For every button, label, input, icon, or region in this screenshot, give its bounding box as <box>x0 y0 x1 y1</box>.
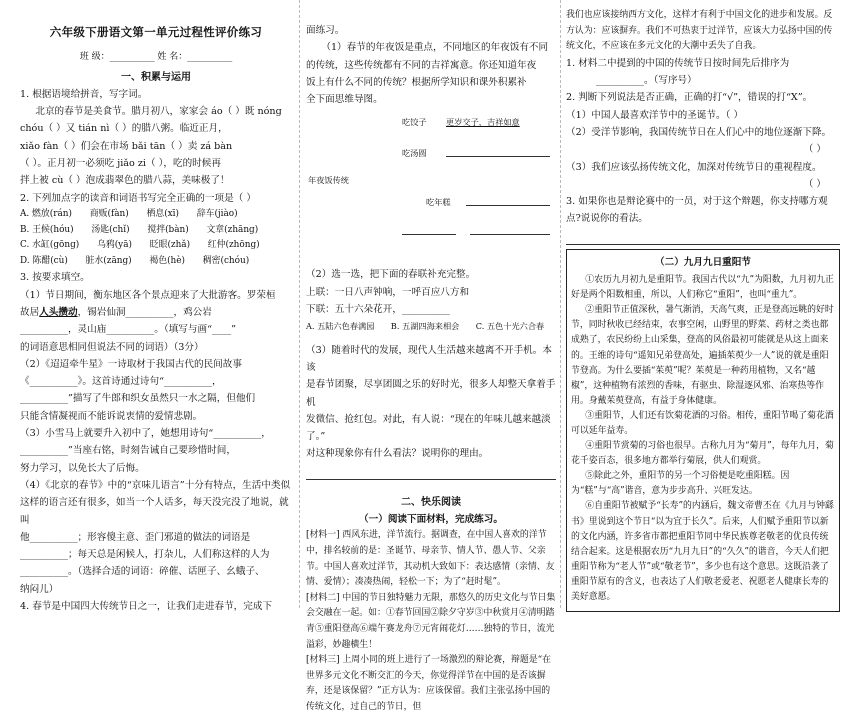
option-c: C. 水缸(gōng) 乌鸦(yā) 眨眼(zhǎ) 红仲(zhōng) <box>20 240 260 251</box>
question-text: xiǎo fàn（ ）们会在市场 bǎi tān（ ）卖 zá bàn <box>20 140 233 152</box>
passage-paragraph: ③重阳节，人们还有饮菊花酒的习俗。相传，重阳节喝了菊花酒可以延年益寿。 <box>571 410 834 436</box>
question-text: __________。（选择合适的词语：碎催、话匣子、幺蛾子、 <box>20 566 265 578</box>
answer-line <box>402 234 456 235</box>
question-text: 是春节团聚，尽享团圆之乐的好时光，很多人却整天拿着手机 <box>306 379 556 408</box>
reading-passage <box>566 249 840 612</box>
question: 1. 根据语境给拼音，写字词。 <box>20 88 148 100</box>
subsection-heading: （一）阅读下面材料，完成练习。 <box>359 514 503 526</box>
answer-line <box>470 234 550 235</box>
question-text: 他__________；形容傻主意、歪门邪道的做法的词语是 <box>20 531 251 543</box>
question-text: （1）节日期间，衡东地区各个景点迎来了大批游客。罗荣桓 <box>20 289 276 301</box>
question: 1. 材料二中提到的中国的传统节日按时间先后排序为 <box>566 57 790 69</box>
question-text: （2）受洋节影响，我国传统节日在人们心中的地位逐渐下降。 <box>566 126 832 138</box>
answer-line <box>306 463 556 480</box>
material-3-continued: 我们也应该接纳西方文化，这样才有利于中国文化的进步和发展。反方认为：应该摒弃。我们不可热衷于过洋节，应该大力弘扬中国的传统文化，不应该在多元文化的大潮中丢失了自我。 <box>566 10 833 52</box>
question-text: 这样的语言还有很多，如当一个人话多，每天没完没了地说，就叫 <box>20 497 289 526</box>
mind-map-answer: 更岁交子，吉祥如意 <box>446 117 520 128</box>
question-text: 努力学习，以免长大了后悔。 <box>20 462 145 474</box>
question-text: （3）我们应该弘扬传统文化，加深对传统节日的重视程度。 <box>566 161 822 173</box>
question-text: 纳闷儿） <box>20 583 59 595</box>
question-text: 上联：一日八声钟响，一呼百应八方和 <box>306 286 470 298</box>
question-text: 点?说说你的看法。 <box>566 213 648 225</box>
answer-bracket: （ ） <box>803 144 826 156</box>
question-text: __________；每天总是闲候人，打杂儿，人们称这样的人为 <box>20 549 270 561</box>
underlined-phrase: 人头攒动 <box>39 306 78 318</box>
answer-line <box>446 156 550 157</box>
question-text: （3）小雪马上就要升入初中了，她想用诗句“__________， <box>20 428 271 440</box>
passage-paragraph: ⑤除此之外，重阳节的另一个习俗便是吃重阳糕。因为“糕”与“高”谐音，意为步步高升、兴旺发达。 <box>571 471 790 497</box>
question: 3. 如果你也是辩论赛中的一员，对于这个辩题，你支持哪方观 <box>566 196 828 208</box>
question-text: 面练习。 <box>306 25 345 36</box>
question: 2. 判断下列说法是否正确，正确的打“√”，错误的打“X”。 <box>566 92 813 104</box>
question: 2. 下列加点字的读音和词语书写完全正确的一项是（ ） <box>20 192 256 204</box>
question-text: （1）中国人最喜欢洋节中的圣诞节。（ ） <box>566 109 744 121</box>
question-text: 全下面思维导图。 <box>306 94 383 106</box>
question-text: 饭上有什么不同的传统？根据所学知识和课外积累补 <box>306 76 527 88</box>
passage-paragraph: ⑥自重阳节被赋予“长寿”的内涵后，魏文帝曹丕在《九月与钟繇书》里说到这个节日“以为宜于长久”。后来，人们赋予重阳节以新的文化内涵，许多省市都把重阳节同中华民族尊老敬老的优良传统结合起来。这是根据农历“九月九日”的“久久”的谐音，今天人们把重阳节称为“老人节”或“敬老节”，多少也有这个意思。这既沿袭了重阳节原有的含义，也表达了人们敬老爱老、祝愿老人健康长寿的美好意愿。 <box>571 501 834 603</box>
question-text: （2）选一选，把下面的春联补充完整。 <box>306 269 476 281</box>
page-title: 六年级下册语文第一单元过程性评价练习 <box>49 25 263 39</box>
section-heading: 一、积累与运用 <box>121 71 191 83</box>
column-divider <box>299 0 300 608</box>
question-text: chóu（ ）又 tián nì（ ）的腊八粥。临近正月， <box>20 123 228 135</box>
column-right <box>566 8 840 612</box>
question-text: 只能含情凝视而不能诉说衷情的爱情悲剧。 <box>20 410 203 422</box>
question-text: 《__________》。这首诗通过诗句“__________， <box>20 376 222 388</box>
question: 4. 春节是中国四大传统节日之一，让我们走进春节，完成下 <box>20 600 273 612</box>
option-b: B. 王候(hóu) 汤匙(chǐ) 搅拌(bàn) 文章(zhāng) <box>20 224 259 235</box>
question-text: __________。（写序号） <box>596 75 697 87</box>
student-info: 班 级：__________ 姓 名：__________ <box>79 52 233 63</box>
option-d: D. 陈醋(cù) 脏水(zāng) 褐色(hè) 稠密(chóu) <box>20 255 250 266</box>
material-1: [材料一] 西风东进，洋节流行。据调查，在中国人喜欢的洋节中，排名较前的是：圣诞节、母亲节、情人节、愚人节、父亲节。中国人喜欢过洋节，其动机大致如下：表达感情（亲情、友情、爱情）；凑凑热闹，轻松一下；为了“赶时髦”。 <box>306 530 555 588</box>
question-text: __________，灵山庙__________。（填写与画“____” <box>20 324 237 336</box>
section-heading: 二、快乐阅读 <box>401 496 461 508</box>
passage-paragraph: ②重阳节正值深秋，暑气渐消，天高气爽，正是登高远眺的好时节，同时秋收已经结束，农事空闲，山野里的野菜、药材之类也都成熟了，农民纷纷上山采集，登高的风俗最初可能就是从这上面来的。王维的诗句“遥知兄弟登高处，遍插茱萸少一人”说的就是重阳节登高。为什么要插“茱萸”呢？茱萸是一种药用植物，又名“越椒”，这种植物有浓烈的香味，有驱虫、除湿逐风邪、治寒热等作用。身戴茱萸登高，有益于身体健康。 <box>571 305 834 406</box>
answer-line <box>466 205 550 206</box>
question-text: 的词语意思相同但说法不同的词语）（3分） <box>20 341 204 353</box>
material-2: [材料二] 中国的节日独特魅力无限，那悠久的历史文化与节日集会交融在一起。如：①春节回国②除夕守岁③中秋赏月④清明踏青⑤重阳登高⑥端午赛龙舟⑦元宵闹花灯……独特的节日，流光溢彩，妙趣横生！ <box>306 592 556 650</box>
question-text: （1）春节的年夜饭是重点，不同地区的年夜饭有不同 <box>321 42 549 54</box>
question-text: __________”当座右铭，时刻告诫自己要珍惜时间， <box>20 445 236 457</box>
question: 3. 按要求填空。 <box>20 272 90 284</box>
question-text: __________”描写了牛郎和织女虽然只一水之隔，但他们 <box>20 393 256 405</box>
question-text: 发微信、抢红包。对此，有人说：“现在的年味儿越来越淡了。” <box>306 413 551 443</box>
mind-map-node: 吃饺子 <box>402 117 427 128</box>
mind-map-node: 吃汤圆 <box>402 148 427 159</box>
question-text: 北京的春节是美食节。腊月初八，家家会 áo（ ）既 nóng <box>35 106 282 118</box>
mind-map-node: 吃年糕 <box>426 197 451 208</box>
question-text: 的传统，这些传统都有不同的吉祥寓意。你还知道年夜 <box>306 59 537 71</box>
question-text: （2）《迢迢牵牛星》一诗取材于我国古代的民间故事 <box>20 358 242 370</box>
column-middle <box>306 22 556 715</box>
question-text: （ ）。正月初一必须吃 jiǎo zi（ ），吃的时候再 <box>20 158 221 170</box>
passage-paragraph: ①农历九月初九是重阳节。我国古代以“九”为阳数，九月初九正好是两个阳数相重，所以，人们称它“重阳”，也叫“重九”。 <box>571 275 834 301</box>
question-text: 下联：五十六朵花开，__________ <box>306 304 450 316</box>
mind-map <box>306 112 556 262</box>
answer-line <box>566 228 840 245</box>
material-3: [材料三] 上周小同的班上进行了一场激烈的辩论赛，辩题是“在世界多元文化不断交汇的今天，你觉得洋节在中国的是否该摒弃，还是该保留？”正方认为：应该保留。我们主张弘扬中国的传统文化，过自己的节日，但 <box>306 655 552 712</box>
question-text: （4）《北京的春节》中的“京味儿语言”十分有特点，生活中类似 <box>20 479 291 491</box>
question-text: 故居人头攒动，锡岩仙洞__________，鸡公岩 <box>20 306 212 318</box>
answer-bracket: （ ） <box>803 178 826 190</box>
column-divider <box>560 0 561 608</box>
answer-options: A. 五陆六色春满园 B. 五湖四海来相会 C. 五色十光六合春 <box>306 321 545 332</box>
question-text: 拌上被 cù（ ）泡成翡翠色的腊八蒜，美味极了！ <box>20 175 230 187</box>
passage-title: （二）九月九日重阳节 <box>655 256 751 268</box>
option-a: A. 燃放(rán) 商贩(fàn) 栖息(xī) 辞车(jiào) <box>20 208 238 219</box>
question-text: （3）随着时代的发展，现代人生活越来越离不开手机。本该 <box>306 344 552 373</box>
passage-paragraph: ④重阳节赏菊的习俗也很早。古称九月为“菊月”，每年九月，菊花千姿百态，很多地方都举行菊展，供人们观赏。 <box>571 441 834 467</box>
column-left <box>20 22 292 615</box>
question-text: 对这种现象你有什么看法？说明你的理由。 <box>306 448 489 460</box>
mind-map-root: 年夜饭传统 <box>308 175 349 186</box>
